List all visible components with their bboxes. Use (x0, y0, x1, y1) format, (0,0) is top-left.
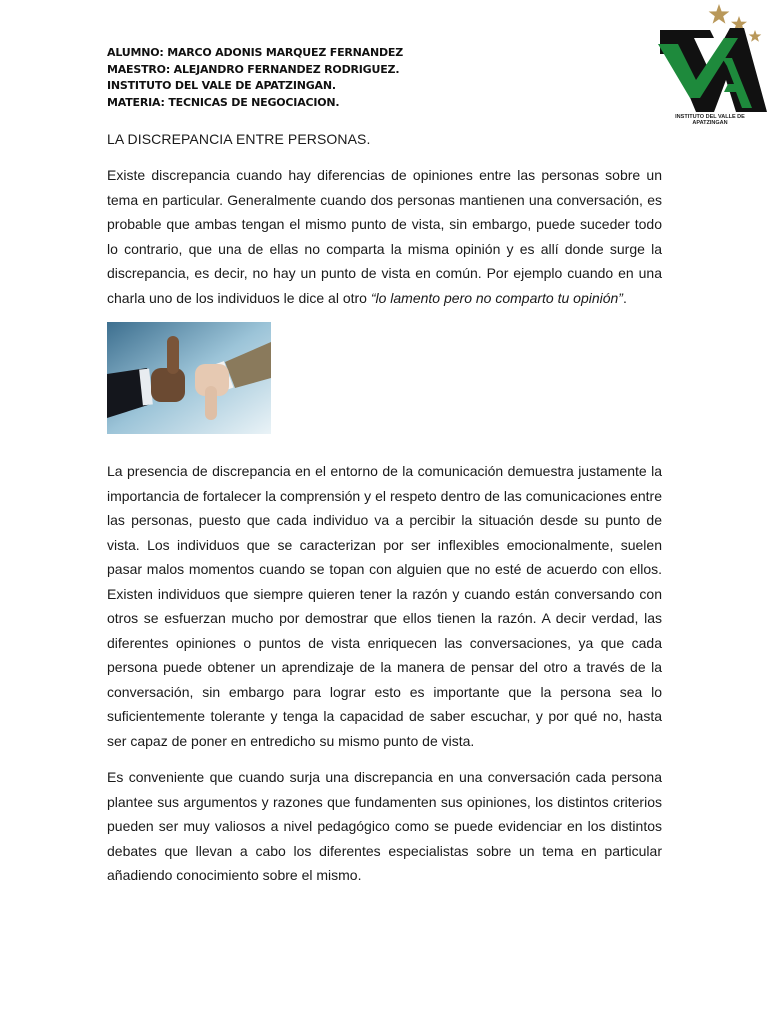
star-icon (709, 4, 730, 24)
paragraph-1-quote: “lo lamento pero no comparto tu opinión” (370, 289, 623, 306)
institute-line: INSTITUTO DEL VALE DE APATZINGAN. (107, 79, 336, 92)
logo-graphic (652, 0, 768, 114)
institute-logo (652, 0, 768, 132)
paragraph-1-end: . (622, 289, 627, 306)
handshake-disagreement-image (107, 322, 271, 434)
teacher-line: MAESTRO: ALEJANDRO FERNANDEZ RODRIGUEZ. (107, 62, 400, 76)
paragraph-1 (107, 163, 662, 310)
subject-line: MATERIA: TECNICAS DE NEGOCIACION. (107, 95, 340, 109)
document-title: LA DISCREPANCIA ENTRE PERSONAS. (107, 131, 371, 147)
thumbs-up-down-photo (107, 322, 271, 434)
student-line: ALUMNO: MARCO ADONIS MARQUEZ FERNANDEZ (107, 46, 404, 59)
thumbs-up-fist (151, 368, 185, 402)
paragraph-2: La presencia de discrepancia en el entorno de la comunicación demuestra justamente la importancia de fortalecer la comprensión y el respeto dentro de las comunicaciones entre las personas, puesto que cada individuo va a percibir la situación desde su punto de vista. Los individuos que se caracterizan por ser inflexibles emocionalmente, suelen pasar malos momentos cuando se topan con alguien que no esté de acuerdo con ellos. Existen individuos que siempre quieren tener la razón y cuando están conversando con otros se esfuerzan mucho por demostrar que ellos tienen la razón. A decir verdad, las diferentes opiniones o puntos de vista enriquecen las conversaciones, ya que cada persona puede obtener un aprendizaje de la manera de pensar del otro a través de la conversación, sin embargo para lograr esto es importante que la persona sea lo suficientemente tolerante y tenga la capacidad de saber escuchar, y por qué no, hasta ser capaz de poner en entredicho su mismo punto de vista. (107, 463, 662, 749)
thumb-down-icon (205, 386, 217, 420)
thumb-up-icon (167, 336, 179, 374)
paragraph-3: Es conveniente que cuando surja una discrepancia en una conversación cada persona plantee sus argumentos y razones que fundamenten sus opiniones, los distintos criterios pueden ser muy valiosos a nivel pedagógico como se puede evidenciar en los distintos debates que llevan a cabo los diferentes especialistas sobre un tema en particular añadiendo conocimiento sobre el mismo. (107, 769, 662, 883)
star-icon (749, 30, 762, 42)
header-block (107, 45, 403, 111)
logo-caption: INSTITUTO DEL VALLE DE APATZINGAN (675, 114, 745, 126)
paragraph-1-text: Existe discrepancia cuando hay diferencias de opiniones entre las personas sobre un tema en particular. Generalmente cuando dos personas mantienen una conversación, es probable que ambas tengan el mismo punto de vista, sin embargo, puede suceder todo lo contrario, que una de ellas no comparta la misma opinión y es allí donde surge la discrepancia, es decir, no hay un punto de vista en común. Por ejemplo cuando en una charla uno de los individuos le dice al otro (107, 167, 662, 306)
